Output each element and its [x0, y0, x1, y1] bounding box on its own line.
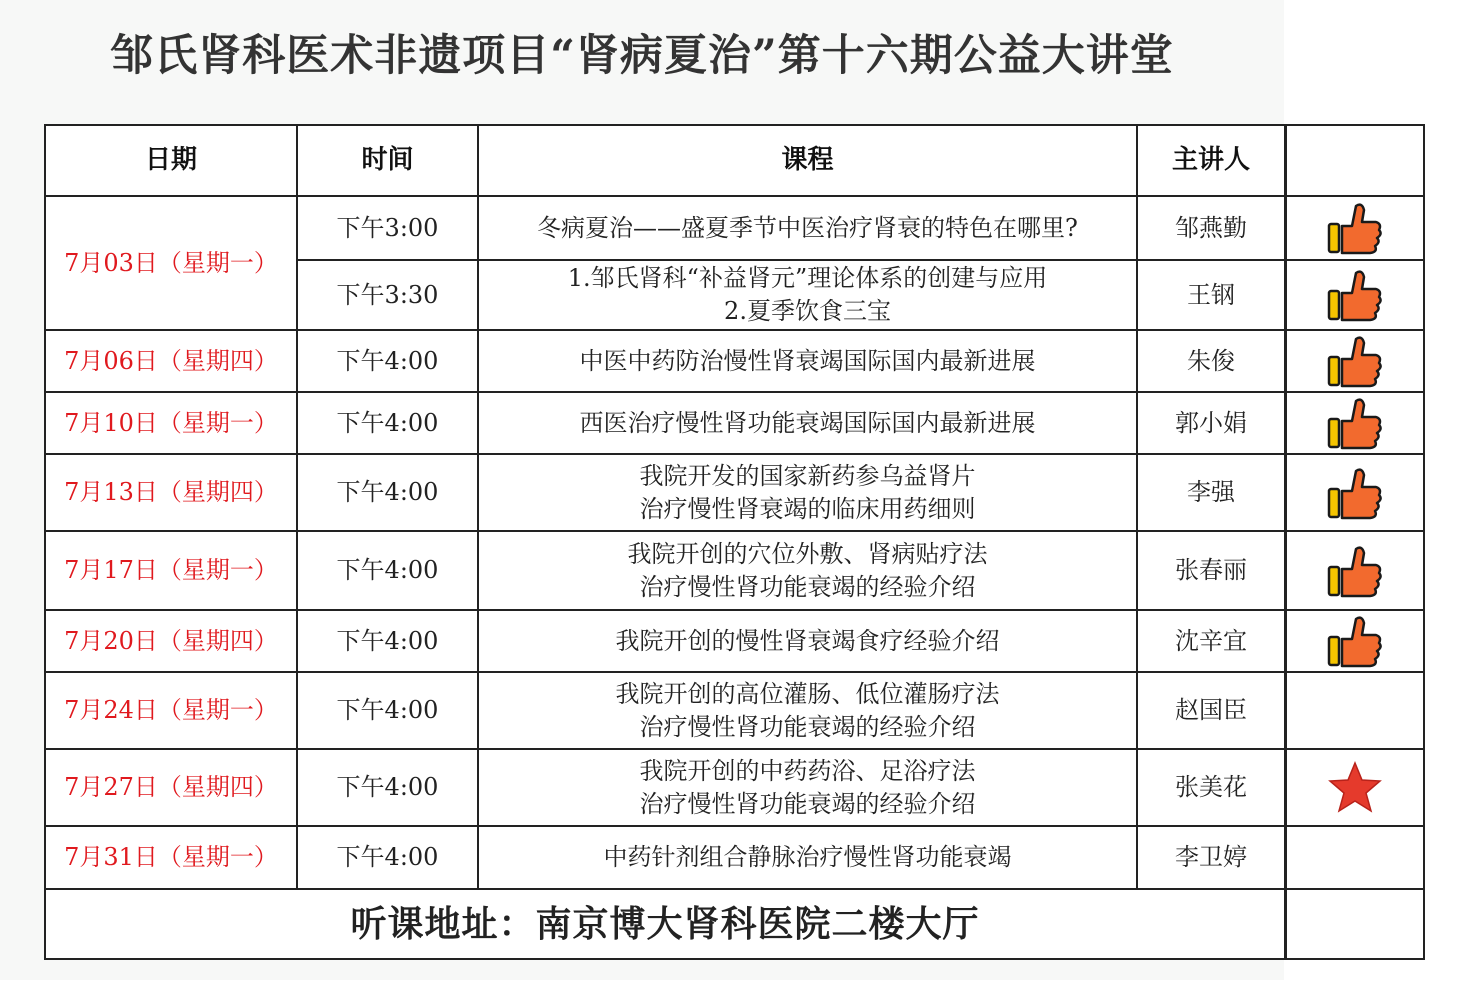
header-time: 时间 — [297, 125, 478, 196]
session-time: 下午4:00 — [297, 610, 478, 672]
session-date: 7月31日（星期一） — [45, 826, 297, 889]
session-time: 下午4:00 — [297, 330, 478, 392]
rating-row — [1286, 260, 1424, 330]
course-line: 我院开发的国家新药参乌益肾片 — [639, 461, 976, 490]
table-row — [45, 610, 1285, 672]
thumbs-up-icon — [1326, 631, 1384, 650]
thumbs-up-icon — [1326, 560, 1384, 579]
course-line: 冬病夏治——盛夏季节中医治疗肾衰的特色在哪里? — [537, 213, 1078, 242]
course-line: 中药针剂组合静脉治疗慢性肾功能衰竭 — [603, 843, 1012, 871]
course-line: 治疗慢性肾功能衰竭的经验介绍 — [639, 712, 976, 741]
table-row — [45, 454, 1285, 531]
rating-row — [1286, 531, 1424, 610]
session-speaker: 赵国臣 — [1137, 672, 1285, 749]
rating-row — [1286, 392, 1424, 454]
session-course — [478, 260, 1137, 330]
rating-row — [1286, 125, 1424, 196]
session-time: 下午4:00 — [297, 672, 478, 749]
session-speaker: 邹燕勤 — [1137, 196, 1285, 260]
thumbs-up-icon — [1326, 351, 1384, 370]
thumbs-up-icon — [1326, 285, 1384, 304]
rating-row — [1286, 889, 1424, 959]
rating-cell — [1286, 889, 1424, 959]
session-date: 7月03日（星期一） — [45, 196, 297, 330]
session-course — [478, 196, 1137, 260]
table-row — [45, 392, 1285, 454]
session-time: 下午4:00 — [297, 392, 478, 454]
session-date: 7月27日（星期四） — [45, 749, 297, 826]
session-course — [478, 610, 1137, 672]
rating-row — [1286, 749, 1424, 826]
rating-cell — [1286, 749, 1424, 826]
session-speaker: 李强 — [1137, 454, 1285, 531]
course-line: 中医中药防治慢性肾衰竭国际国内最新进展 — [579, 346, 1036, 375]
footer-row — [45, 889, 1285, 959]
session-speaker: 朱俊 — [1137, 330, 1285, 392]
session-course — [478, 672, 1137, 749]
session-date: 7月20日（星期四） — [45, 610, 297, 672]
course-line: 西医治疗慢性肾功能衰竭国际国内最新进展 — [579, 408, 1036, 437]
rating-row — [1286, 454, 1424, 531]
rating-cell — [1286, 826, 1424, 889]
session-date: 7月24日（星期一） — [45, 672, 297, 749]
venue-address: 听课地址：南京博大肾科医院二楼大厅 — [45, 889, 1285, 959]
session-speaker: 张春丽 — [1137, 531, 1285, 610]
course-line: 2.夏季饮食三宝 — [724, 297, 891, 325]
table-row — [45, 826, 1285, 889]
course-line: 我院开创的穴位外敷、肾病贴疗法 — [627, 539, 988, 568]
thumbs-up-icon — [1326, 482, 1384, 501]
header-course: 课程 — [478, 125, 1137, 196]
session-speaker: 沈辛宜 — [1137, 610, 1285, 672]
session-speaker: 张美花 — [1137, 749, 1285, 826]
rating-cell — [1286, 330, 1424, 392]
rating-cell — [1286, 125, 1424, 196]
table-row — [45, 672, 1285, 749]
course-line: 治疗慢性肾衰竭的临床用药细则 — [639, 494, 976, 523]
schedule-table — [44, 124, 1286, 960]
rating-cell — [1286, 392, 1424, 454]
page-title: 邹氏肾科医术非遗项目“肾病夏治”第十六期公益大讲堂 — [110, 31, 1174, 81]
session-course — [478, 454, 1137, 531]
session-date: 7月17日（星期一） — [45, 531, 297, 610]
rating-column — [1285, 124, 1425, 960]
thumbs-up-icon — [1326, 413, 1384, 432]
star-icon — [1327, 777, 1383, 796]
rating-row — [1286, 330, 1424, 392]
rating-row — [1286, 672, 1424, 749]
course-line: 我院开创的高位灌肠、低位灌肠疗法 — [615, 679, 1000, 708]
session-time: 下午4:00 — [297, 531, 478, 610]
rating-cell — [1286, 531, 1424, 610]
table-row — [45, 531, 1285, 610]
table-row — [45, 330, 1285, 392]
session-course — [478, 330, 1137, 392]
session-course — [478, 749, 1137, 826]
course-line: 我院开创的慢性肾衰竭食疗经验介绍 — [615, 626, 1000, 655]
session-speaker: 李卫婷 — [1137, 826, 1285, 889]
session-speaker: 郭小娟 — [1137, 392, 1285, 454]
rating-cell — [1286, 454, 1424, 531]
session-time: 下午4:00 — [297, 826, 478, 889]
rating-cell — [1286, 672, 1424, 749]
session-time: 下午4:00 — [297, 749, 478, 826]
session-course — [478, 392, 1137, 454]
session-time: 下午4:00 — [297, 454, 478, 531]
session-date: 7月13日（星期四） — [45, 454, 297, 531]
session-course — [478, 531, 1137, 610]
rating-row — [1286, 610, 1424, 672]
session-time: 下午3:30 — [297, 260, 478, 330]
rating-cell — [1286, 260, 1424, 330]
course-line: 我院开创的中药药浴、足浴疗法 — [639, 756, 976, 785]
course-line: 治疗慢性肾功能衰竭的经验介绍 — [639, 572, 976, 601]
table-row — [45, 196, 1285, 260]
rating-row — [1286, 826, 1424, 889]
thumbs-up-icon — [1326, 218, 1384, 237]
session-course — [478, 826, 1137, 889]
header-date: 日期 — [45, 125, 297, 196]
session-date: 7月06日（星期四） — [45, 330, 297, 392]
table-header-row — [45, 125, 1285, 196]
table-row — [45, 749, 1285, 826]
course-line: 治疗慢性肾功能衰竭的经验介绍 — [639, 789, 976, 818]
rating-cell — [1286, 610, 1424, 672]
session-time: 下午3:00 — [297, 196, 478, 260]
course-line: 1.邹氏肾科“补益肾元”理论体系的创建与应用 — [567, 264, 1048, 292]
rating-row — [1286, 196, 1424, 260]
rating-cell — [1286, 196, 1424, 260]
header-speaker: 主讲人 — [1137, 125, 1285, 196]
session-speaker: 王钢 — [1137, 260, 1285, 330]
session-date: 7月10日（星期一） — [45, 392, 297, 454]
